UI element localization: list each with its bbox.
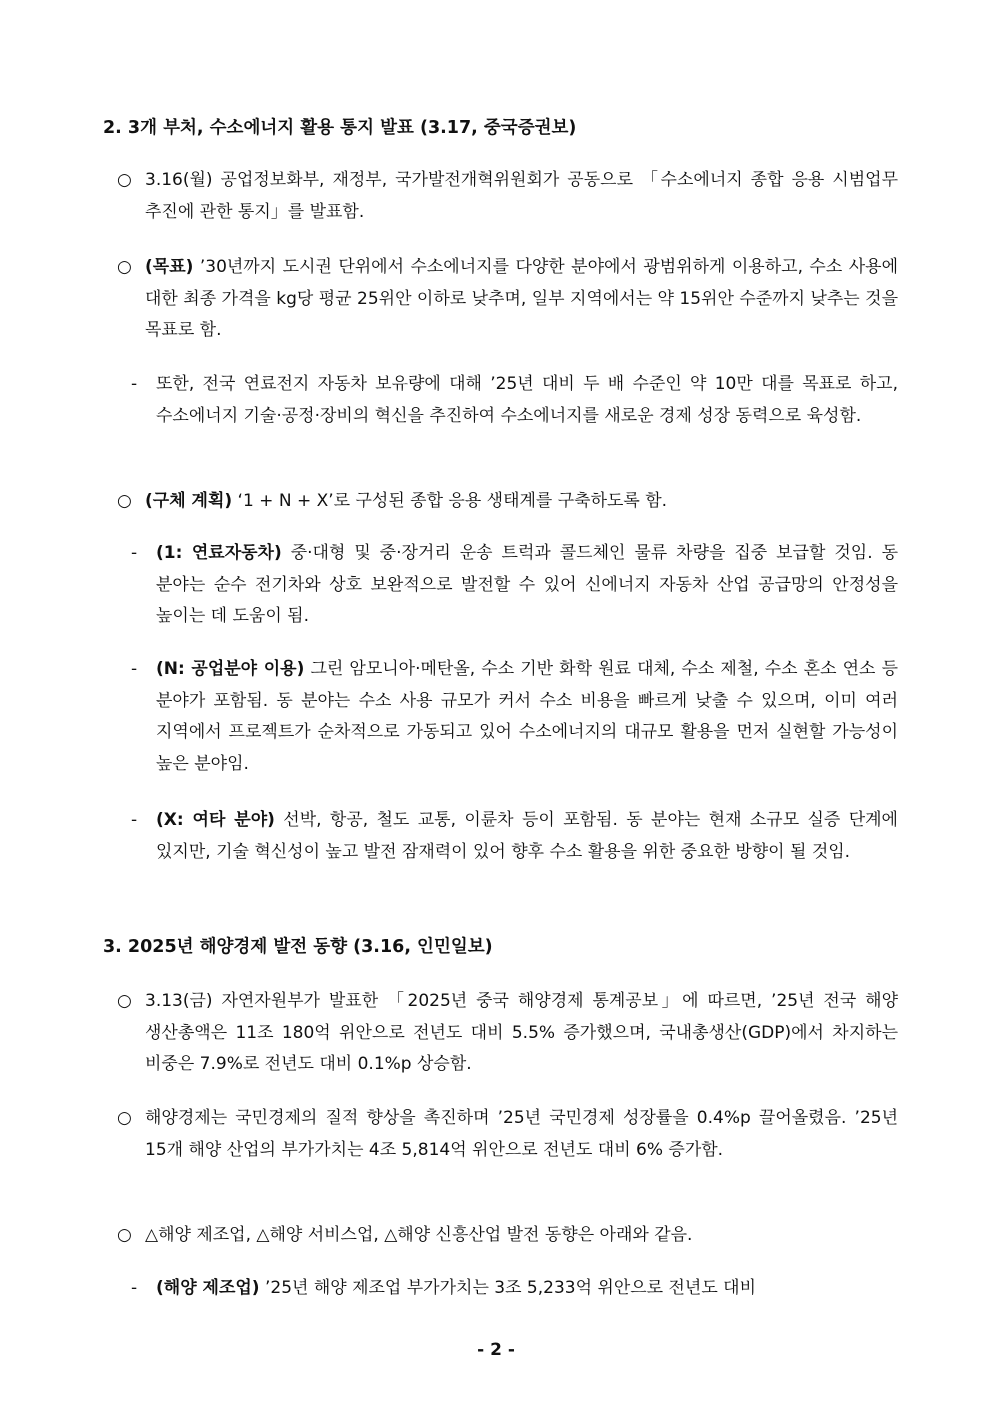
item-text: (N: 공업분야 이용) 그린 암모니아·메탄올, 수소 기반 화학 원료 대체, 수소 제철, 수소 혼소 연소 등 분야가 포함됨. 동 분야는 수소 사용 규모가 커서 수소 비용을 빠르게 낮출 수 있으며, 이미 여러 지역에서 프로젝트가 순차적으로 가동되고 있어 수소에너지의 대규모 활용을 먼저 실현할 가능성이 높은 분야임. — [156, 659, 898, 774]
item-text: 해양경제는 국민경제의 질적 향상을 촉진하며 ’25년 국민경제 성장률을 0.4%p 끌어올렸음. ’25년 15개 해양 산업의 부가가치는 4조 5,814억 위안으로 전년도 대비 6% 증가함. — [145, 1108, 898, 1160]
item-text: 3.13(금) 자연자원부가 발표한 「2025년 중국 해양경제 통계공보」에 따르면, ’25년 전국 해양 생산총액은 11조 180억 위안으로 전년도 대비 5.5% 증가했으며, 국내총생산(GDP)에서 차지하는 비중은 7.9%로 전년도 대비 0.1%p 상승함. — [145, 991, 898, 1074]
section-2-heading: 2. 3개 부처, 수소에너지 활용 통지 발표 (3.17, 중국증권보) — [103, 118, 577, 138]
circle-bullet: ○ — [117, 170, 132, 190]
circle-bullet: ○ — [117, 491, 132, 511]
item-text: (해양 제조업) ’25년 해양 제조업 부가가치는 3조 5,233억 위안으로 전년도 대비 — [156, 1278, 757, 1298]
page-number: - 2 - — [477, 1340, 515, 1360]
item-lead-label: (해양 제조업) — [156, 1278, 260, 1298]
item-text: (목표) ’30년까지 도시권 단위에서 수소에너지를 다양한 분야에서 광범위하게 이용하고, 수소 사용에 대한 최종 가격을 kg당 평균 25위안 이하로 낮추며, 일부 지역에서는 약 15위안 수준까지 낮추는 것을 목표로 함. — [145, 257, 898, 340]
section-3-heading: 3. 2025년 해양경제 발전 동향 (3.16, 인민일보) — [103, 937, 493, 957]
dash-bullet: - — [131, 1278, 138, 1298]
dash-bullet: - — [131, 543, 138, 563]
item-text: (1: 연료자동차) 중·대형 및 중·장거리 운송 트럭과 콜드체인 물류 차량을 집중 보급할 것임. 동 분야는 순수 전기차와 상호 보완적으로 발전할 수 있어 신에너지 자동차 산업 공급망의 안정성을 높이는 데 도움이 됨. — [156, 543, 898, 626]
dash-bullet: - — [131, 810, 138, 830]
circle-bullet: ○ — [117, 991, 132, 1011]
item-lead-label: (N: 공업분야 이용) — [156, 659, 305, 679]
item-lead-label: (구체 계획) — [145, 491, 233, 511]
item-text: (X: 여타 분야) 선박, 항공, 철도 교통, 이륜차 등이 포함됨. 동 분야는 현재 소규모 실증 단계에 있지만, 기술 혁신성이 높고 발전 잠재력이 있어 향후 수소 활용을 위한 중요한 방향이 될 것임. — [156, 810, 898, 862]
circle-bullet: ○ — [117, 257, 132, 277]
dash-bullet: - — [131, 659, 138, 679]
item-text: 또한, 전국 연료전지 자동차 보유량에 대해 ’25년 대비 두 배 수준인 약 10만 대를 목표로 하고, 수소에너지 기술·공정·장비의 혁신을 추진하여 수소에너지를 새로운 경제 성장 동력으로 육성함. — [156, 374, 898, 426]
circle-bullet: ○ — [117, 1225, 132, 1245]
item-text: (구체 계획) ‘1 + N + X’로 구성된 종합 응용 생태계를 구축하도록 함. — [145, 491, 668, 511]
item-lead-label: (목표) — [145, 257, 194, 277]
dash-bullet: - — [131, 374, 138, 394]
item-lead-label: (1: 연료자동차) — [156, 543, 282, 563]
circle-bullet: ○ — [117, 1108, 132, 1128]
item-text: 3.16(월) 공업정보화부, 재정부, 국가발전개혁위원회가 공동으로 「수소에너지 종합 응용 시범업무 추진에 관한 통지」를 발표함. — [145, 170, 898, 222]
item-lead-label: (X: 여타 분야) — [156, 810, 275, 830]
item-text: △해양 제조업, △해양 서비스업, △해양 신흥산업 발전 동향은 아래와 같음. — [145, 1225, 693, 1245]
